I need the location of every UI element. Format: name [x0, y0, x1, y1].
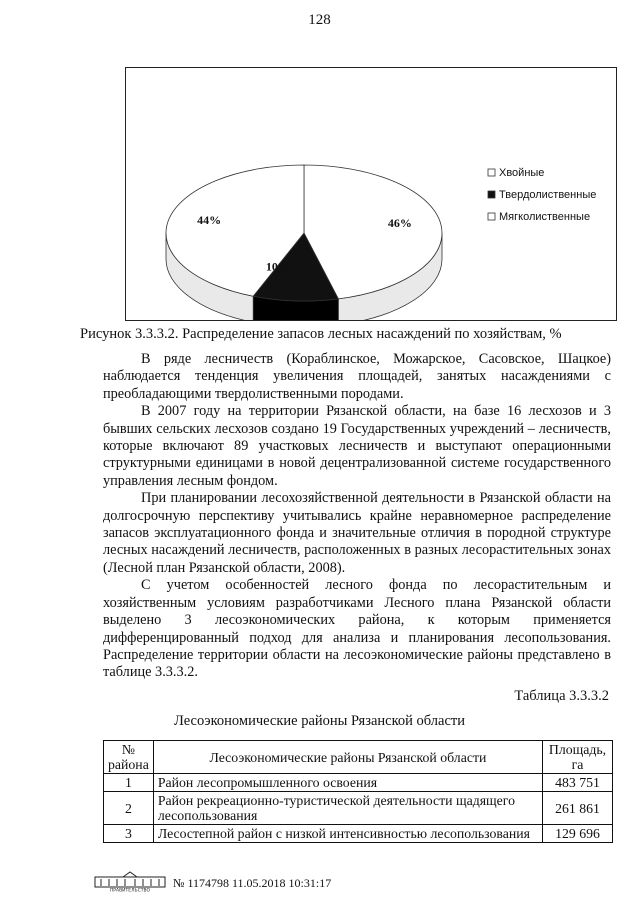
legend-swatch — [488, 213, 495, 220]
pie-data-label: 10% — [265, 259, 290, 274]
pie-chart-frame — [125, 67, 617, 321]
legend-label: Хвойные — [499, 167, 545, 179]
table-row — [104, 792, 613, 825]
table-row — [104, 825, 613, 843]
legend-swatch — [488, 169, 495, 176]
cell-name: Район рекреационно-туристической деятельности щадящего лесопользования — [153, 792, 542, 825]
paragraph: В ряде лесничеств (Кораблинское, Можарское, Сасовское, Шацкое) наблюдается тенденция увеличения площадей, занятых насаждениями с преобладающими твердолиственными породами. — [103, 351, 611, 402]
cell-name: Район лесопромышленного освоения — [153, 774, 542, 792]
paragraph: В 2007 году на территории Рязанской области, на базе 16 лесхозов и 3 бывших сельских лесхозов создано 19 Государственных учреждений – лесничеств, которые включают 89 участковых лесничеств и выступают операционными структурными единицами в новой децентрализованной системе государственного управления лесным фондом. — [103, 403, 611, 489]
cell-num: 1 — [104, 774, 154, 792]
pie-data-label: 46% — [387, 216, 412, 231]
legend-label: Мягколиственные — [499, 211, 591, 223]
body-text — [103, 351, 611, 682]
document-stamp: № 1174798 11.05.2018 10:31:17 — [173, 876, 332, 890]
table-row — [104, 774, 613, 792]
header-name: Лесоэкономические районы Рязанской области — [153, 741, 542, 774]
table-title: Лесоэкономические районы Рязанской области — [173, 713, 465, 729]
paragraph: При планировании лесохозяйственной деятельности в Рязанской области на долгосрочную перспективу учитывались крайне неравномерное распределение запасов эксплуатационного фонда и значительные отличия в породной структуре лесных насаждений лесничеств, расположенных в разных лесорастительных зонах (Лесной план Рязанской области, 2008). — [103, 490, 611, 576]
cell-num: 3 — [104, 825, 154, 843]
cell-name: Лесостепной район с низкой интенсивностью лесопользования — [153, 825, 542, 843]
legend-swatch — [488, 191, 495, 198]
paragraph: С учетом особенностей лесного фонда по лесорастительным и хозяйственным условиям разработчиками Лесного плана Рязанской области выделено 3 лесоэкономических района, к которым применяется дифференцированный подход для анализа и планирования лесопользования. Распределение территории области на лесоэкономические районы представлено в таблице 3.3.3.2. — [103, 577, 611, 681]
cell-num: 2 — [104, 792, 154, 825]
pie-chart — [126, 68, 616, 320]
government-building-icon — [93, 870, 167, 892]
figure-caption: Рисунок 3.3.3.2. Распределение запасов лесных насаждений по хозяйствам, % — [80, 326, 562, 342]
logo-caption: ПРАВИТЕЛЬСТВО — [109, 888, 151, 892]
legend-label: Твердолиственные — [499, 189, 597, 201]
table-header-row — [104, 741, 613, 774]
districts-table — [103, 740, 613, 843]
header-area: Площадь, га — [543, 741, 613, 774]
header-num: № района — [104, 741, 154, 774]
cell-area: 261 861 — [543, 792, 613, 825]
cell-area: 129 696 — [543, 825, 613, 843]
table-label: Таблица 3.3.3.2 — [514, 688, 609, 704]
page-number: 128 — [308, 12, 331, 28]
cell-area: 483 751 — [543, 774, 613, 792]
pie-data-label: 44% — [197, 213, 222, 228]
